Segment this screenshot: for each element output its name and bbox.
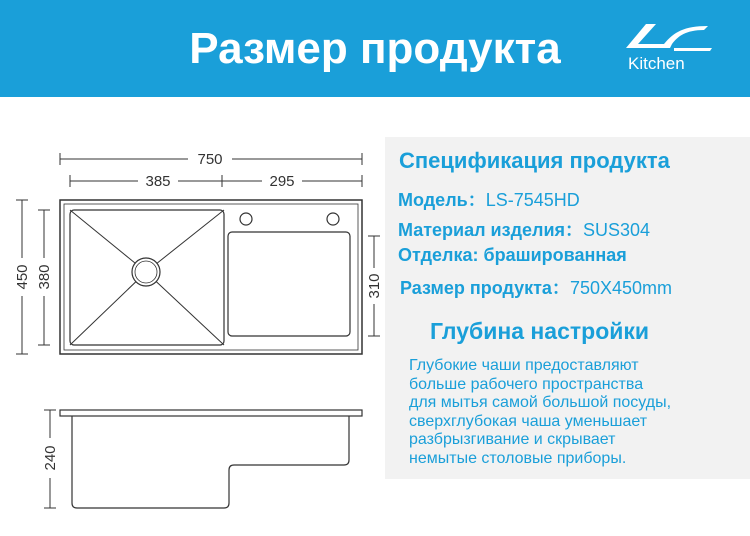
spec-model bbox=[398, 186, 580, 212]
depth-description bbox=[409, 357, 744, 468]
depth-line: сверхглубокая чаша уменьшает bbox=[409, 412, 648, 430]
depth-line: для мытья самой большой посуды, bbox=[409, 394, 672, 411]
spec-finish-label: Отделка: брашированная bbox=[398, 245, 627, 265]
spec-material bbox=[398, 216, 650, 242]
dim-bowl-width: 385 bbox=[145, 173, 171, 190]
brand-name: Kitchen bbox=[628, 54, 685, 73]
depth-line: Глубокие чаши предоставляют bbox=[409, 357, 639, 374]
dim-total-width: 750 bbox=[197, 151, 223, 168]
spec-material-label: Материал изделия： bbox=[398, 220, 584, 240]
depth-line: разбрызгивание и скрывает bbox=[409, 431, 616, 448]
spec-title: Спецификация продукта bbox=[399, 148, 670, 173]
dim-bowl-depth: 380 bbox=[36, 264, 53, 290]
sink-drawing bbox=[0, 97, 385, 536]
spec-size-value: 750X450mm bbox=[569, 278, 672, 298]
dim-drainboard-width: 295 bbox=[269, 173, 295, 190]
spec-material-value: SUS304 bbox=[583, 220, 651, 240]
dim-total-depth: 450 bbox=[14, 264, 31, 290]
spec-size bbox=[400, 274, 672, 300]
depth-title: Глубина настройки bbox=[430, 318, 650, 344]
spec-model-label: Модель： bbox=[398, 190, 486, 210]
depth-line: немытые столовые приборы. bbox=[409, 449, 627, 467]
spec-size-label: Размер продукта： bbox=[400, 278, 570, 298]
spec-finish bbox=[398, 245, 627, 266]
dim-drainboard-depth: 310 bbox=[366, 273, 383, 299]
depth-line: больше рабочего пространства bbox=[409, 375, 644, 393]
spec-model-value: LS-7545HD bbox=[485, 190, 580, 210]
dim-height: 240 bbox=[42, 445, 59, 471]
page-title: Размер продукта bbox=[189, 24, 561, 73]
